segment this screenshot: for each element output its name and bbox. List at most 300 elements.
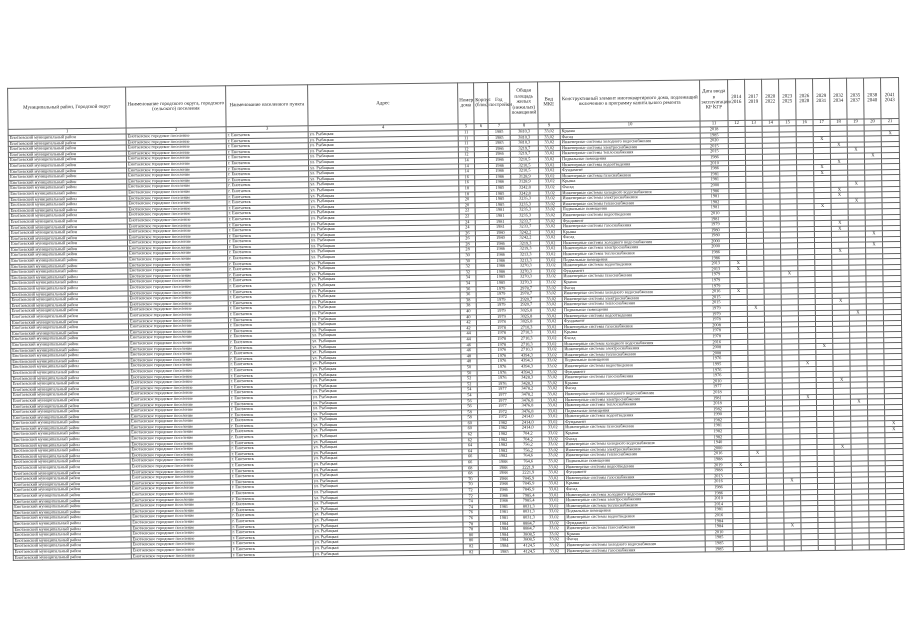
table-cell: 33,02 bbox=[541, 386, 563, 392]
table-cell: г. Енотаевск bbox=[231, 529, 313, 536]
table-cell: Енотаевский муниципальный район bbox=[11, 330, 129, 337]
table-cell: 1978 bbox=[491, 325, 513, 331]
table-cell: г. Енотаевск bbox=[231, 534, 313, 541]
table-cell: ул. Рыбацкая bbox=[311, 393, 461, 400]
table-cell: 14 bbox=[459, 163, 475, 169]
table-cell: 3810,3 bbox=[510, 129, 538, 135]
table-cell: Енотаевский муниципальный район bbox=[8, 151, 126, 158]
table-cell: г. Енотаевск bbox=[226, 143, 308, 150]
table-cell: X bbox=[831, 159, 848, 165]
table-cell: Енотаевский муниципальный район bbox=[12, 481, 130, 488]
table-cell bbox=[801, 545, 818, 551]
table-cell: 3219,3 bbox=[511, 241, 539, 247]
table-cell: Инженерные системы электроснабжения bbox=[561, 194, 701, 201]
table-cell: г. Енотаевск bbox=[231, 540, 313, 547]
table-cell: 52 bbox=[461, 381, 477, 387]
table-cell bbox=[750, 546, 767, 552]
table-cell: 1976 bbox=[703, 367, 731, 373]
table-cell: 33,02 bbox=[541, 392, 563, 398]
table-cell: 48 bbox=[461, 359, 477, 365]
table-cell: Енотаевское городское поселение bbox=[130, 418, 230, 425]
table-cell: 1981 bbox=[705, 507, 733, 513]
column-header: 2038 2040 bbox=[864, 78, 881, 119]
table-cell: Крыша bbox=[564, 479, 704, 486]
table-cell: 3213,3 bbox=[512, 258, 540, 264]
table-cell: Енотаевское городское поселение bbox=[130, 480, 230, 487]
table-cell: 33,02 bbox=[539, 224, 561, 230]
table-cell: 33,02 bbox=[539, 207, 561, 213]
table-cell: Инженерные системы теплоснабжения bbox=[564, 451, 704, 458]
table-cell: Инженерные системы электроснабжения bbox=[565, 496, 705, 503]
table-cell: 1977 bbox=[491, 403, 513, 409]
table-cell: X bbox=[830, 142, 847, 148]
table-cell: г. Енотаевск bbox=[228, 260, 310, 267]
table-cell: 33,02 bbox=[541, 397, 563, 403]
table-cell: ул. Рыбацкая bbox=[313, 549, 463, 556]
table-cell: Енотаевский муниципальный район bbox=[9, 235, 127, 242]
table-cell: г. Енотаевск bbox=[226, 154, 308, 161]
table-cell: Инженерные системы электроснабжения bbox=[564, 446, 704, 453]
table-cell: ул. Рыбацкая bbox=[309, 219, 459, 226]
table-cell: Енотаевское городское поселение bbox=[128, 267, 228, 274]
table-cell: 7845,9 bbox=[514, 476, 542, 482]
table-cell: 2978,7 bbox=[512, 286, 540, 292]
table-cell: 33,02 bbox=[539, 241, 561, 247]
table-cell: 62 bbox=[462, 432, 478, 438]
table-cell: 1988 bbox=[492, 470, 514, 476]
table-cell: Енотаевский муниципальный район bbox=[11, 397, 129, 404]
table-cell: 3270,3 bbox=[512, 263, 540, 269]
column-header: Муниципальный район, Городской округ bbox=[8, 87, 126, 129]
table-cell: Инженерные системы электроснабжения bbox=[560, 144, 700, 151]
table-cell: 1977 bbox=[703, 384, 731, 390]
table-cell: 1984 bbox=[493, 543, 515, 549]
table-cell: 2016 bbox=[704, 451, 732, 457]
table-cell: ул. Рыбацкая bbox=[309, 169, 459, 176]
table-cell: 1978 bbox=[703, 334, 731, 340]
table-cell: Инженерные системы холодного водоснабжения bbox=[562, 289, 702, 296]
table-cell: Енотаевское городское поселение bbox=[129, 396, 229, 403]
table-cell: 1988 bbox=[492, 482, 514, 488]
table-cell: 50 bbox=[461, 365, 477, 371]
table-cell: 1976 bbox=[491, 359, 513, 365]
table-cell: 1981 bbox=[701, 205, 729, 211]
table-cell: 78 bbox=[463, 521, 479, 527]
table-cell: 78 bbox=[463, 527, 479, 533]
table-cell: 50 bbox=[461, 370, 477, 376]
table-cell: Енотаевское городское поселение bbox=[127, 189, 227, 196]
table-cell: 33,02 bbox=[542, 408, 564, 414]
table-cell: Инженерные системы водоотведения bbox=[564, 463, 704, 470]
table-cell: 1985 bbox=[490, 280, 512, 286]
table-cell: Инженерные системы холодного водоснабжения bbox=[561, 239, 701, 246]
table-cell: Енотаевский муниципальный район bbox=[11, 386, 129, 393]
table-cell: г. Енотаевск bbox=[230, 411, 312, 418]
table-cell: X bbox=[831, 192, 848, 198]
table-cell: 33,02 bbox=[542, 420, 564, 426]
table-cell: Енотаевское городское поселение bbox=[130, 424, 230, 431]
table-cell: Енотаевский муниципальный район bbox=[11, 391, 129, 398]
table-cell: г. Енотаевск bbox=[229, 389, 311, 396]
table-cell: 80 bbox=[463, 532, 479, 538]
table-cell: 33,02 bbox=[541, 352, 563, 358]
table-cell: Енотаевский муниципальный район bbox=[12, 464, 130, 471]
table-cell: Енотаевское городское поселение bbox=[126, 138, 226, 145]
column-header: Наименование населенного пункта bbox=[226, 85, 308, 127]
table-cell: 3808,5 bbox=[515, 537, 543, 543]
table-cell: г. Енотаевск bbox=[230, 423, 312, 430]
table-cell: ул. Рыбацкая bbox=[309, 180, 459, 187]
table-cell: 1976 bbox=[491, 353, 513, 359]
table-cell: 3235,3 bbox=[511, 202, 539, 208]
table-cell: 32 bbox=[460, 270, 476, 276]
table-cell: Енотаевское городское поселение bbox=[129, 373, 229, 380]
table-cell: 2015 bbox=[702, 300, 730, 306]
table-cell: ул. Рыбацкая bbox=[313, 488, 463, 495]
table-cell: г. Енотаевск bbox=[228, 288, 310, 295]
table-cell: г. Енотаевск bbox=[228, 244, 310, 251]
table-cell: Енотаевское городское поселение bbox=[128, 323, 228, 330]
table-cell: Енотаевский муниципальный район bbox=[8, 134, 126, 141]
table-cell: Инженерные системы газоснабжения bbox=[563, 323, 703, 330]
table-cell: Подвальные помещения bbox=[562, 306, 702, 313]
table-cell: Енотаевское городское поселение bbox=[127, 183, 227, 190]
column-header: 2035 2037 bbox=[847, 78, 864, 119]
table-cell: Крыша bbox=[563, 328, 703, 335]
table-cell: 3270,3 bbox=[512, 274, 540, 280]
table-cell: 1980 bbox=[489, 230, 511, 236]
table-cell: ул. Рыбацкая bbox=[310, 247, 460, 254]
table-cell: 62 bbox=[462, 437, 478, 443]
table-cell: 33,02 bbox=[540, 274, 562, 280]
table-cell: 3428,3 bbox=[513, 381, 541, 387]
column-number: 9 bbox=[538, 123, 560, 129]
table-cell: ул. Рыбацкая bbox=[309, 208, 459, 215]
table-cell: Енотаевский муниципальный район bbox=[9, 201, 127, 208]
table-cell: ул. Рыбацкая bbox=[310, 275, 460, 282]
table-cell: 3235,3 bbox=[511, 196, 539, 202]
table-cell: г. Енотаевск bbox=[226, 160, 308, 167]
table-cell: Енотаевский муниципальный район bbox=[10, 307, 128, 314]
table-cell: 1985 bbox=[489, 191, 511, 197]
table-cell: ул. Рыбацкая bbox=[309, 236, 459, 243]
table-cell: 2710,3 bbox=[513, 325, 541, 331]
table-cell: 2010 bbox=[703, 378, 731, 384]
table-cell: Енотаевский муниципальный район bbox=[10, 251, 128, 258]
table-cell: 33,02 bbox=[539, 179, 561, 185]
table-cell: г. Енотаевск bbox=[230, 434, 312, 441]
table-cell: 33,02 bbox=[543, 543, 565, 549]
table-cell: Инженерные системы холодного водоснабжения bbox=[560, 138, 700, 145]
table-cell: Енотаевское городское поселение bbox=[128, 306, 228, 313]
table-cell: Инженерные системы электроснабжения bbox=[563, 395, 703, 402]
table-cell: Енотаевское городское поселение bbox=[130, 440, 230, 447]
table-cell: 7985,4 bbox=[515, 498, 543, 504]
table-cell: 33,02 bbox=[538, 157, 560, 163]
table-cell: 68 bbox=[462, 465, 478, 471]
table-cell: Инженерные системы теплоснабжения bbox=[560, 149, 700, 156]
table-cell: 2978,7 bbox=[512, 291, 540, 297]
table-cell: 54 bbox=[461, 393, 477, 399]
table-cell: 74 bbox=[463, 504, 479, 510]
table-cell: 11 bbox=[458, 130, 474, 136]
table-cell: 2920,7 bbox=[512, 297, 540, 303]
table-cell: Енотаевский муниципальный район bbox=[11, 374, 129, 381]
column-header: Дата ввода в эксплуатацию КР КГР bbox=[700, 80, 728, 121]
table-cell: 1986 bbox=[702, 255, 730, 261]
table-cell: г. Енотаевск bbox=[229, 395, 311, 402]
column-number: 4 bbox=[308, 124, 458, 132]
table-cell: ул. Рыбацкая bbox=[308, 158, 458, 165]
table-cell: г. Енотаевск bbox=[231, 512, 313, 519]
table-cell: Енотаевское городское поселение bbox=[129, 407, 229, 414]
table-cell: Енотаевский муниципальный район bbox=[12, 425, 130, 432]
table-cell: Фасад bbox=[564, 435, 704, 442]
table-cell: 4394,3 bbox=[513, 364, 541, 370]
table-cell: 2015 bbox=[700, 143, 728, 149]
table-cell: ул. Рыбацкая bbox=[313, 538, 463, 545]
table-cell: г. Енотаевск bbox=[231, 506, 313, 513]
table-cell: Енотаевское городское поселение bbox=[128, 250, 228, 257]
table-cell: 4394,3 bbox=[513, 369, 541, 375]
table-cell: 4394,3 bbox=[513, 358, 541, 364]
column-header: 2026 2028 bbox=[796, 79, 813, 120]
table-cell: X bbox=[730, 261, 747, 267]
table-cell: Фасад bbox=[564, 485, 704, 492]
table-cell: 54 bbox=[461, 387, 477, 393]
table-cell: 704,2 bbox=[514, 437, 542, 443]
table-cell: Енотаевский муниципальный район bbox=[12, 470, 130, 477]
table-cell: 1986 bbox=[489, 174, 511, 180]
table-cell: Фундамент bbox=[564, 468, 704, 475]
table-cell: 1982 bbox=[492, 431, 514, 437]
table-cell: ул. Рыбацкая bbox=[312, 454, 462, 461]
table-cell: 1976 bbox=[703, 356, 731, 362]
table-cell: 2016 bbox=[703, 339, 731, 345]
table-cell: Енотаевский муниципальный район bbox=[12, 442, 130, 449]
table-cell: 33,02 bbox=[538, 140, 560, 146]
table-cell: г. Енотаевск bbox=[227, 221, 309, 228]
table-cell: X bbox=[783, 478, 800, 484]
table-cell: 1986 bbox=[493, 498, 515, 504]
table-cell: Инженерные системы теплоснабжения bbox=[562, 250, 702, 257]
table-cell: 33,02 bbox=[543, 492, 565, 498]
table-cell: 34 bbox=[460, 275, 476, 281]
table-cell: г. Енотаевск bbox=[229, 367, 311, 374]
table-cell: г. Енотаевск bbox=[231, 490, 313, 497]
table-cell: г. Енотаевск bbox=[227, 193, 309, 200]
table-cell: Енотаевское городское поселение bbox=[131, 491, 231, 498]
column-number: 18 bbox=[830, 119, 847, 125]
table-cell: Подвальные помещения bbox=[561, 205, 701, 212]
table-cell: 2010 bbox=[701, 160, 729, 166]
table-cell: ул. Рыбацкая bbox=[311, 337, 461, 344]
table-cell: г. Енотаевск bbox=[231, 501, 313, 508]
table-cell: Енотаевское городское поселение bbox=[127, 217, 227, 224]
table-cell: ул. Рыбацкая bbox=[312, 426, 462, 433]
table-cell: 60 bbox=[462, 426, 478, 432]
table-cell: 1986 bbox=[489, 163, 511, 169]
table-cell: ул. Рыбацкая bbox=[312, 443, 462, 450]
column-number: 14 bbox=[762, 120, 779, 126]
table-cell: ул. Рыбацкая bbox=[310, 270, 460, 277]
table-cell: 3235,3 bbox=[511, 207, 539, 213]
table-cell: ул. Рыбацкая bbox=[308, 141, 458, 148]
table-cell: г. Енотаевск bbox=[229, 406, 311, 413]
table-cell: 1982 bbox=[704, 417, 732, 423]
table-cell: г. Енотаевск bbox=[227, 210, 309, 217]
table-cell: 3808,5 bbox=[515, 532, 543, 538]
column-header: Год постройки bbox=[488, 82, 510, 123]
table-cell: Енотаевский муниципальный район bbox=[12, 475, 130, 482]
table-cell: Енотаевское городское поселение bbox=[129, 340, 229, 347]
table-cell: Енотаевский муниципальный район bbox=[13, 548, 131, 555]
table-cell: 2221,9 bbox=[514, 465, 542, 471]
table-cell: 33,02 bbox=[543, 515, 565, 521]
table-cell: Енотаевское городское поселение bbox=[130, 435, 230, 442]
table-cell: Енотаевское городское поселение bbox=[128, 284, 228, 291]
column-number: 13 bbox=[745, 120, 762, 126]
table-cell: Енотаевский муниципальный район bbox=[9, 179, 127, 186]
table-cell: 56 bbox=[461, 404, 477, 410]
table-cell: 33,02 bbox=[543, 520, 565, 526]
table-cell: Енотаевский муниципальный район bbox=[8, 162, 126, 169]
table-cell: 1985 bbox=[488, 129, 510, 135]
table-cell: 1981 bbox=[493, 510, 515, 516]
table-cell: 1986 bbox=[489, 241, 511, 247]
table-cell: 3476,8 bbox=[513, 397, 541, 403]
table-cell: Енотаевское городское поселение bbox=[128, 301, 228, 308]
table-cell: г. Енотаевск bbox=[226, 137, 308, 144]
table-cell: г. Енотаевск bbox=[226, 132, 308, 139]
table-cell: Крыша bbox=[561, 228, 701, 235]
table-cell: 1981 bbox=[493, 504, 515, 510]
table-cell: X bbox=[749, 451, 766, 457]
table-cell: 1972 bbox=[492, 415, 514, 421]
table-cell: г. Енотаевск bbox=[230, 484, 312, 491]
table-cell: 20 bbox=[459, 202, 475, 208]
table-cell: 1986 bbox=[490, 264, 512, 270]
table-cell: 1988 bbox=[492, 465, 514, 471]
table-cell: ул. Рыбацкая bbox=[312, 432, 462, 439]
table-cell: 1979 bbox=[702, 283, 730, 289]
table-cell: Инженерные системы теплоснабжения bbox=[563, 351, 703, 358]
table-cell: ул. Рыбацкая bbox=[311, 398, 461, 405]
table-cell: 58 bbox=[462, 409, 478, 415]
table-cell: Инженерные системы теплоснабжения bbox=[562, 300, 702, 307]
table-cell: Инженерные системы теплоснабжения bbox=[561, 200, 701, 207]
table-cell: г. Енотаевск bbox=[227, 165, 309, 172]
column-number: 17 bbox=[813, 119, 830, 125]
table-cell: 3025,8 bbox=[512, 308, 540, 314]
column-header: Адрес bbox=[308, 83, 458, 126]
table-cell: г. Енотаевск bbox=[227, 182, 309, 189]
table-cell: 1979 bbox=[702, 272, 730, 278]
table-cell: 34 bbox=[460, 281, 476, 287]
table-cell: Енотаевское городское поселение bbox=[128, 273, 228, 280]
table-cell bbox=[784, 545, 801, 551]
table-cell: г. Енотаевск bbox=[227, 227, 309, 234]
table-cell: Инженерные системы газоснабжения bbox=[564, 423, 704, 430]
table-cell: 3428,3 bbox=[513, 375, 541, 381]
table-cell: 1981 bbox=[701, 194, 729, 200]
table-cell: Енотаевское городское поселение bbox=[131, 513, 231, 520]
table-cell: 3810,3 bbox=[510, 135, 538, 141]
table-cell: 2013 bbox=[704, 473, 732, 479]
table-cell: 3270,3 bbox=[512, 269, 540, 275]
column-number: 16 bbox=[796, 120, 813, 126]
table-cell: 1986 bbox=[704, 485, 732, 491]
table-cell: ул. Рыбацкая bbox=[311, 376, 461, 383]
table-cell: 33,02 bbox=[541, 330, 563, 336]
table-cell: Фасад bbox=[562, 284, 702, 291]
table-cell: г. Енотаевск bbox=[228, 272, 310, 279]
table-cell: 40 bbox=[460, 309, 476, 315]
table-cell: Инженерные системы газоснабжения bbox=[564, 474, 704, 481]
table-cell: 2013 bbox=[702, 266, 730, 272]
column-header: 2032 2034 bbox=[830, 78, 847, 119]
table-cell: 8031,3 bbox=[515, 504, 543, 510]
table-cell: Енотаевский муниципальный район bbox=[11, 352, 129, 359]
table-cell: 1979 bbox=[490, 314, 512, 320]
table-cell: 33,02 bbox=[542, 436, 564, 442]
column-number: 21 bbox=[881, 119, 899, 125]
table-cell: 38 bbox=[460, 298, 476, 304]
table-body bbox=[8, 125, 904, 561]
column-number: 20 bbox=[864, 119, 881, 125]
table-cell: Енотаевский муниципальный район bbox=[13, 542, 131, 549]
table-cell: ул. Рыбацкая bbox=[313, 533, 463, 540]
table-cell: 30 bbox=[460, 258, 476, 264]
table-cell: ул. Рыбацкая bbox=[309, 175, 459, 182]
table-cell: г. Енотаевск bbox=[228, 283, 310, 290]
table-cell: 1980 bbox=[489, 236, 511, 242]
table-cell: Крыша bbox=[564, 429, 704, 436]
table-cell: ул. Рыбацкая bbox=[311, 365, 461, 372]
table-cell: 2018 bbox=[700, 127, 728, 133]
table-cell: Енотаевское городское поселение bbox=[129, 334, 229, 341]
table-cell: Фасад bbox=[561, 183, 701, 190]
table-cell: Инженерные системы водоотведения bbox=[562, 261, 702, 268]
table-cell: 33,02 bbox=[542, 487, 564, 493]
table-cell: Енотаевский муниципальный район bbox=[10, 296, 128, 303]
table-cell: Енотаевский муниципальный район bbox=[13, 520, 131, 527]
table-cell: X bbox=[799, 394, 816, 400]
table-cell: Енотаевское городское поселение bbox=[131, 519, 231, 526]
table-cell: 1981 bbox=[493, 515, 515, 521]
column-header: 2041 2043 bbox=[881, 78, 899, 119]
column-number: 12 bbox=[728, 120, 745, 126]
table-cell: Енотаевское городское поселение bbox=[127, 205, 227, 212]
table-cell: 74 bbox=[463, 499, 479, 505]
column-header: Вид МКЕ bbox=[538, 82, 560, 123]
table-cell: 20 bbox=[459, 197, 475, 203]
table-cell: 64 bbox=[462, 449, 478, 455]
table-cell: г. Енотаевск bbox=[229, 355, 311, 362]
table-cell: 1990 bbox=[704, 412, 732, 418]
table-cell: 33,02 bbox=[542, 475, 564, 481]
table-cell: Енотаевское городское поселение bbox=[130, 474, 230, 481]
table-cell: 82 bbox=[463, 549, 479, 555]
table-cell: 76 bbox=[463, 516, 479, 522]
table-cell: Инженерные системы холодного водоснабжения bbox=[563, 340, 703, 347]
column-header: 2014 2016 bbox=[728, 79, 745, 120]
table-cell: 764,6 bbox=[514, 453, 542, 459]
table-cell: Енотаевский муниципальный район bbox=[12, 419, 130, 426]
table-cell: Енотаевский муниципальный район bbox=[9, 212, 127, 219]
table-cell: Енотаевский муниципальный район bbox=[10, 324, 128, 331]
column-number: 8 bbox=[510, 123, 538, 129]
